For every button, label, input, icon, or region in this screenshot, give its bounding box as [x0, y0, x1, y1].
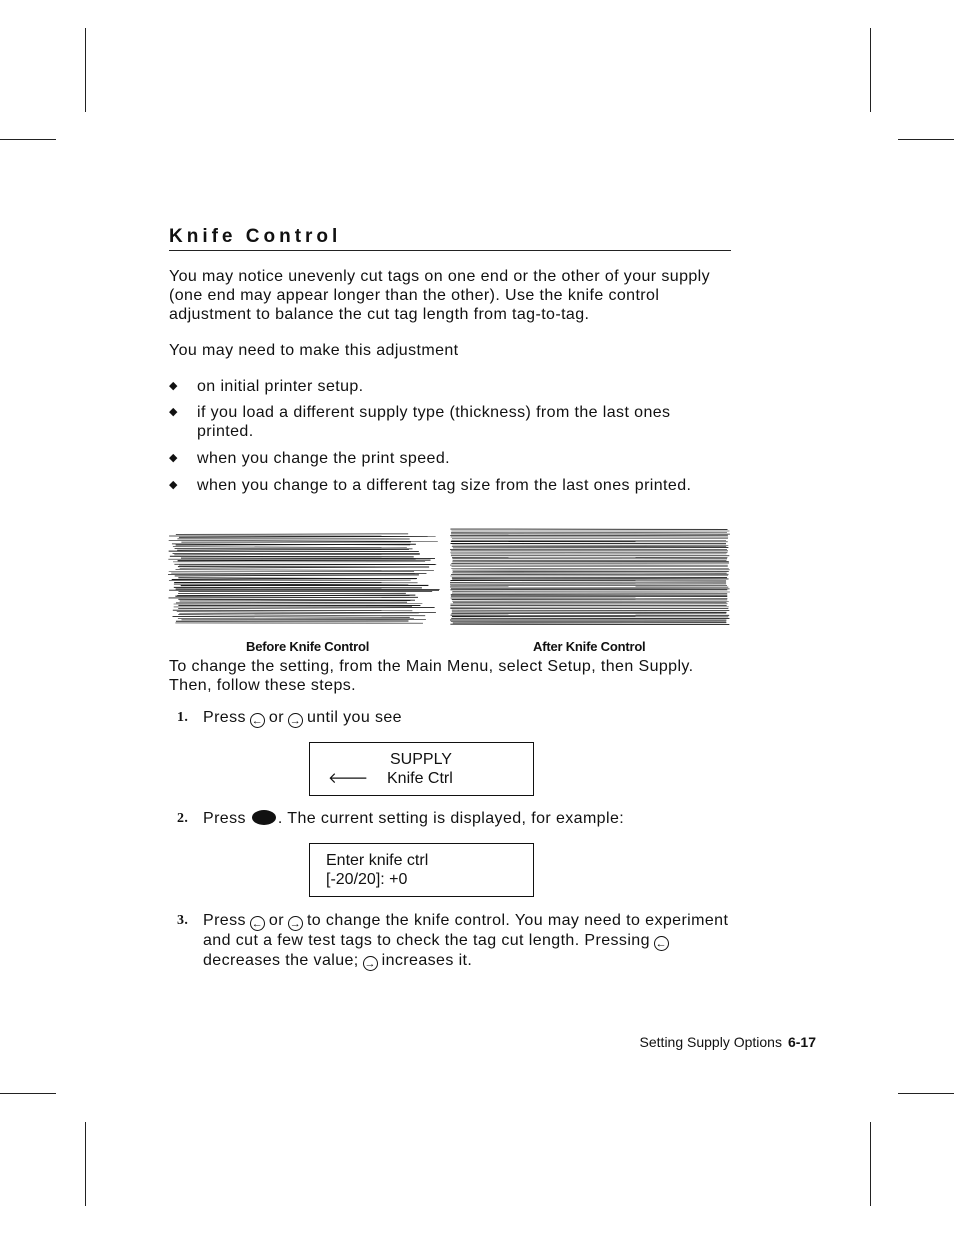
step-3: [177, 911, 737, 971]
crop-mark: [870, 1122, 871, 1206]
intro-paragraph: You may notice unevenly cut tags on one end or the other of your supply (one end may appear longer than the other). Use the knife control adjustment to balance the cut tag length from tag-to-tag.: [169, 268, 711, 323]
step-word: . The current setting is displayed, for example:: [277, 810, 625, 827]
bullet-item: [169, 449, 729, 468]
before-knife-control-illustration: [166, 530, 442, 626]
tag-edge-line: [178, 560, 431, 561]
lcd-display-knife-ctrl: [309, 843, 534, 897]
page-footer: [560, 1034, 816, 1050]
bullet-text: when you change the print speed.: [197, 450, 450, 467]
crop-mark: [870, 28, 871, 112]
after-caption: After Knife Control: [533, 639, 646, 654]
footer-section: Setting Supply Options: [639, 1034, 782, 1050]
step-word: Press: [203, 810, 246, 827]
tag-edge-line: [175, 575, 419, 576]
crop-mark: [85, 28, 86, 112]
enter-key-icon: [252, 810, 276, 825]
bullet-text: on initial printer setup.: [197, 378, 364, 395]
bullet-item: [169, 476, 729, 495]
lcd-line: [-20/20]: +0: [326, 871, 408, 888]
tag-edge-line: [180, 567, 410, 568]
step-2: [177, 809, 737, 828]
right-arrow-key-icon: →: [364, 958, 376, 970]
step-text: [203, 809, 737, 828]
step-word: Press: [203, 709, 246, 726]
step-word: or: [268, 709, 284, 726]
crop-mark: [0, 1093, 56, 1094]
step-word: until you see: [306, 709, 402, 726]
tag-edge-line: [174, 584, 408, 585]
right-arrow-key-icon: →: [289, 918, 302, 930]
tag-edge-line: [177, 612, 436, 613]
left-arrow-key-icon: ←: [251, 715, 264, 727]
bullet-marker: ◆: [169, 380, 178, 392]
left-arrow-key-icon: ←: [251, 918, 264, 930]
tag-edge-line: [181, 558, 435, 559]
tag-edge-line: [173, 610, 413, 611]
tag-edge-line: [178, 615, 425, 616]
section-title: Knife Control: [169, 226, 731, 251]
step-word: decreases the value;: [203, 952, 359, 969]
back-arrow-icon: 🡐: [328, 769, 369, 787]
tag-edge-line: [170, 556, 414, 557]
tag-edge-line: [172, 616, 409, 617]
tag-edge-line: [176, 570, 434, 571]
tag-edge-line: [179, 613, 419, 614]
bullet-marker: ◆: [169, 452, 178, 464]
tag-edge-line: [179, 536, 428, 537]
crop-mark: [898, 1093, 954, 1094]
step-text: [203, 911, 737, 971]
before-caption: Before Knife Control: [246, 639, 370, 654]
lcd-line: SUPPLY: [390, 751, 452, 768]
bullet-text: when you change to a different tag size from the last ones printed.: [197, 477, 692, 494]
step-number: 1.: [177, 710, 189, 725]
right-arrow-key-icon: →: [289, 715, 302, 727]
step-word: increases it.: [381, 952, 473, 969]
crop-mark: [0, 139, 56, 140]
bullet-marker: ◆: [169, 479, 178, 491]
tag-edge-line: [178, 607, 434, 608]
lcd-line: Knife Ctrl: [387, 770, 453, 787]
after-knife-control-illustration: [448, 526, 732, 628]
lcd-line: Enter knife ctrl: [326, 852, 429, 869]
tag-edge-line: [174, 554, 420, 555]
left-arrow-key-icon: ←: [655, 938, 668, 950]
tag-edge-line: [177, 549, 409, 550]
change-paragraph: To change the setting, from the Main Menu, select Setup, then Supply. Then, follow these steps.: [169, 658, 694, 694]
step-number: 2.: [177, 811, 189, 826]
tag-edge-line: [176, 602, 407, 603]
tag-edge-line: [168, 574, 426, 575]
bullet-text: if you load a different supply type (thickness) from the last ones printed.: [197, 404, 671, 440]
bullet-item: [169, 403, 729, 441]
step-word: or: [268, 912, 284, 929]
step-word: to change the knife control. You may need to experiment and cut a few test tags to check the tag cut length. Pressing: [203, 912, 729, 949]
page-number: 6-17: [787, 1034, 816, 1050]
bullet-marker: ◆: [169, 406, 178, 418]
tag-edge-line: [168, 597, 418, 598]
lcd-display-supply: [309, 742, 534, 796]
tag-edge-line: [178, 599, 415, 600]
tag-edge-line: [172, 579, 417, 580]
step-number: 3.: [177, 913, 189, 928]
crop-mark: [85, 1122, 86, 1206]
adjust-lead: You may need to make this adjustment: [169, 342, 459, 359]
bullet-item: [169, 377, 729, 396]
step-1: [177, 708, 737, 728]
step-word: Press: [203, 912, 246, 929]
crop-mark: [898, 139, 954, 140]
tag-edge-line: [176, 534, 408, 535]
tag-edge-line: [169, 540, 438, 541]
tag-edge-line: [173, 547, 407, 548]
step-text: [203, 708, 737, 728]
